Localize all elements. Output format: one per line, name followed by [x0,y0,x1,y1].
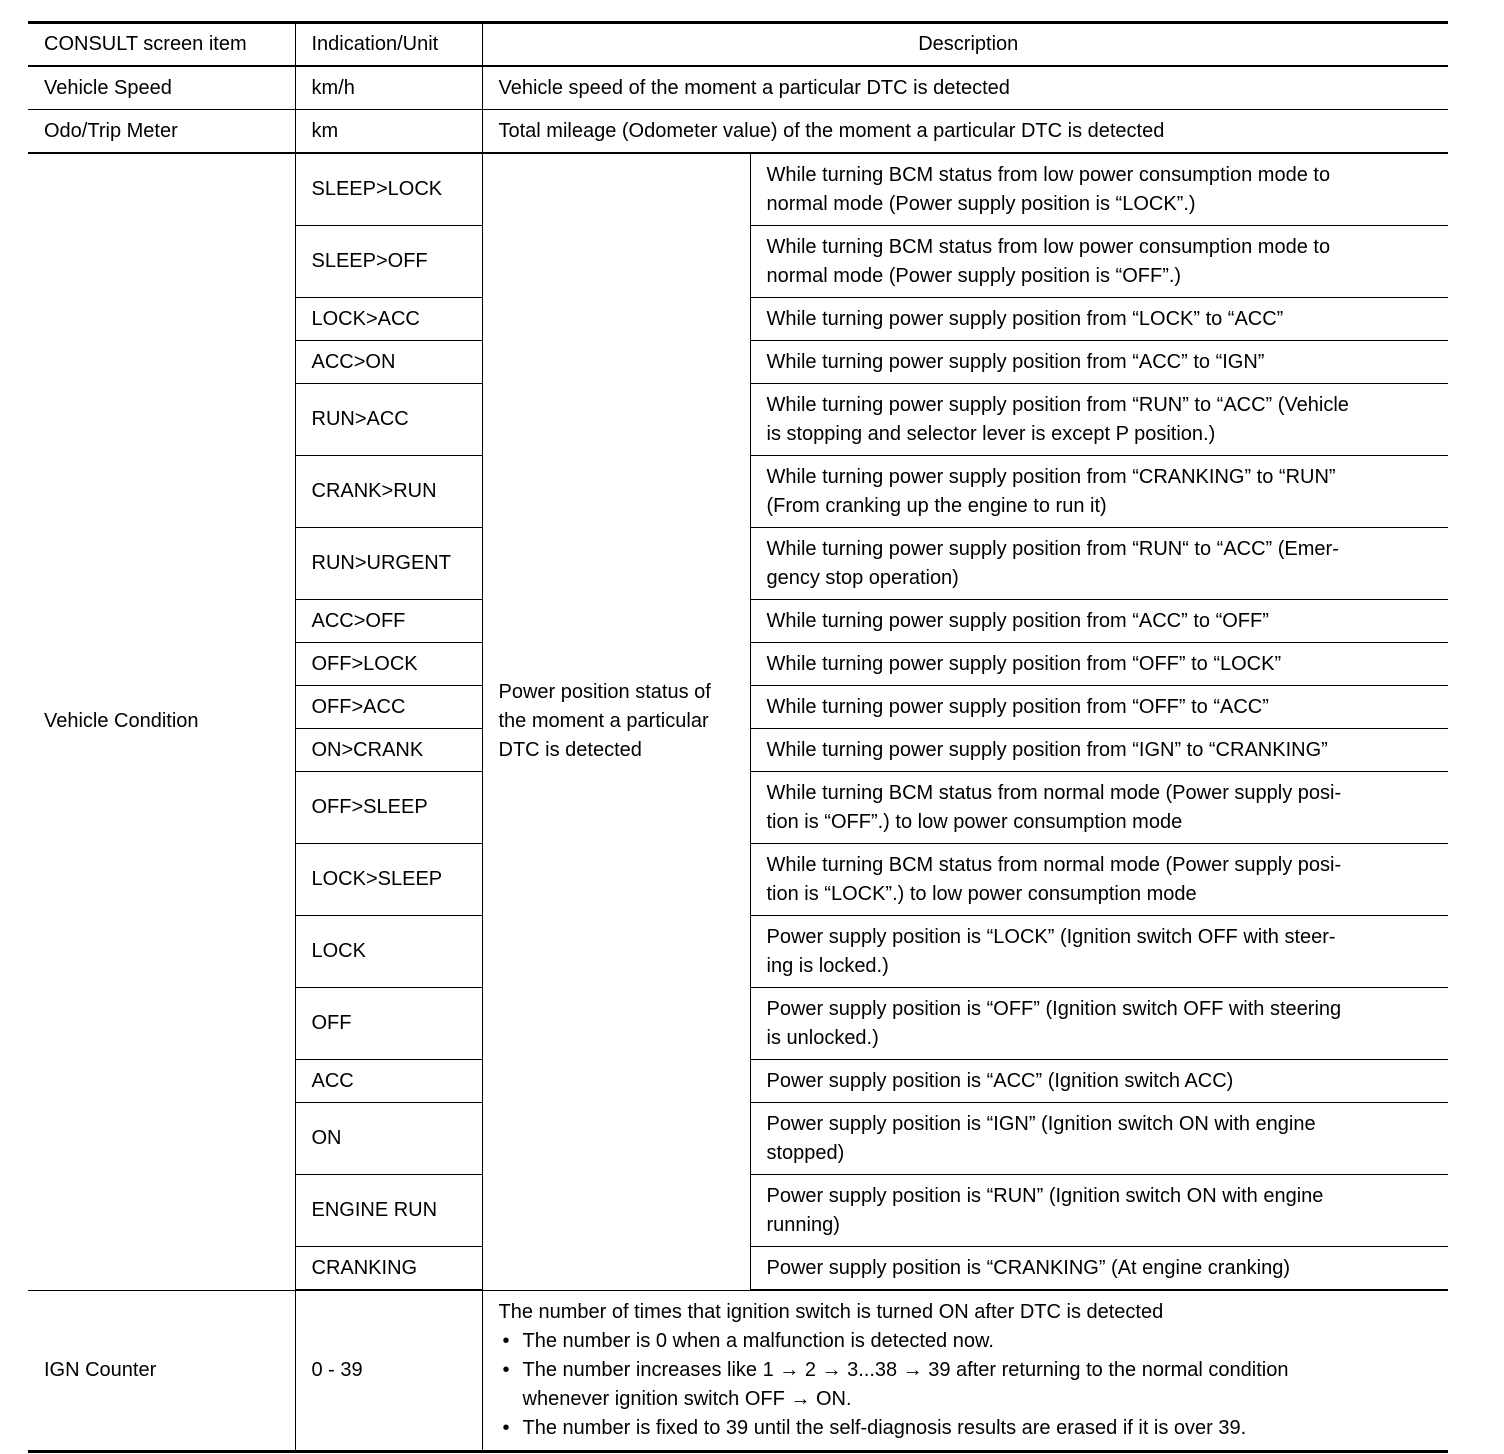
description-cell [482,1290,1448,1452]
unit-cell: ON [295,1103,482,1175]
power-position-summary-cell: Power position status of the moment a particular DTC is detected [482,153,750,1290]
unit-cell: RUN>URGENT [295,528,482,600]
unit-cell: km [295,110,482,154]
description-cell: While turning BCM status from low power consumption mode to normal mode (Power supply position is “LOCK”.) [750,153,1448,226]
unit-cell: OFF [295,988,482,1060]
unit-cell: km/h [295,66,482,110]
description-cell: While turning power supply position from “CRANKING” to “RUN” (From cranking up the engine to run it) [750,456,1448,528]
screen-item-cell: IGN Counter [28,1290,295,1452]
description-cell: While turning power supply position from “OFF” to “LOCK” [750,643,1448,686]
screen-item-cell: Vehicle Speed [28,66,295,110]
description-cell: While turning power supply position from “OFF” to “ACC” [750,686,1448,729]
description-cell: Power supply position is “LOCK” (Ignition switch OFF with steer- ing is locked.) [750,916,1448,988]
description-cell: Power supply position is “OFF” (Ignition switch OFF with steering is unlocked.) [750,988,1448,1060]
description-cell: While turning power supply position from “RUN“ to “ACC” (Emer- gency stop operation) [750,528,1448,600]
unit-cell: RUN>ACC [295,384,482,456]
description-cell: While turning BCM status from low power consumption mode to normal mode (Power supply position is “OFF”.) [750,226,1448,298]
description-cell: Power supply position is “ACC” (Ignition switch ACC) [750,1060,1448,1103]
unit-cell: OFF>LOCK [295,643,482,686]
description-cell: While turning BCM status from normal mode (Power supply posi- tion is “OFF”.) to low power consumption mode [750,772,1448,844]
unit-cell: SLEEP>OFF [295,226,482,298]
unit-cell: CRANKING [295,1247,482,1291]
description-cell: While turning power supply position from “LOCK” to “ACC” [750,298,1448,341]
table-row [28,153,1448,226]
consult-data-table [28,21,1448,1453]
unit-cell: LOCK>SLEEP [295,844,482,916]
description-cell: While turning power supply position from “IGN” to “CRANKING” [750,729,1448,772]
unit-cell: LOCK>ACC [295,298,482,341]
header-consult-screen-item: CONSULT screen item [28,23,295,67]
unit-cell: OFF>ACC [295,686,482,729]
description-cell: While turning BCM status from normal mode (Power supply posi- tion is “LOCK”.) to low power consumption mode [750,844,1448,916]
description-cell: Vehicle speed of the moment a particular DTC is detected [482,66,1448,110]
list-item: • The number is fixed to 39 until the self-diagnosis results are erased if it is over 39. [499,1414,1439,1443]
unit-cell: ON>CRANK [295,729,482,772]
description-cell: While turning power supply position from “RUN” to “ACC” (Vehicle is stopping and selector lever is except P position.) [750,384,1448,456]
description-cell: Power supply position is “RUN” (Ignition switch ON with engine running) [750,1175,1448,1247]
unit-cell: LOCK [295,916,482,988]
unit-cell: CRANK>RUN [295,456,482,528]
unit-cell: ENGINE RUN [295,1175,482,1247]
unit-cell: 0 - 39 [295,1290,482,1452]
ign-counter-intro: The number of times that ignition switch is turned ON after DTC is detected [498,1301,1164,1323]
screen-item-cell: Vehicle Condition [28,153,295,1290]
description-cell: While turning power supply position from “ACC” to “OFF” [750,600,1448,643]
header-description: Description [482,23,1448,67]
table-body [28,66,1448,1452]
ign-counter-bullet-list [499,1327,1439,1443]
description-cell: Power supply position is “IGN” (Ignition switch ON with engine stopped) [750,1103,1448,1175]
list-item: • The number increases like 1 → 2 → 3...38 → 39 after returning to the normal condition whenever ignition switch OFF → ON. [499,1356,1439,1414]
unit-cell: ACC [295,1060,482,1103]
table-row [28,1290,1448,1452]
table-row [28,66,1448,110]
table-header-row [28,23,1448,67]
unit-cell: ACC>OFF [295,600,482,643]
unit-cell: SLEEP>LOCK [295,153,482,226]
unit-cell: OFF>SLEEP [295,772,482,844]
table-row [28,110,1448,154]
header-indication-unit: Indication/Unit [295,23,482,67]
list-item: • The number is 0 when a malfunction is detected now. [499,1327,1439,1356]
description-cell: Power supply position is “CRANKING” (At engine cranking) [750,1247,1448,1291]
unit-cell: ACC>ON [295,341,482,384]
description-cell: While turning power supply position from “ACC” to “IGN” [750,341,1448,384]
description-cell: Total mileage (Odometer value) of the moment a particular DTC is detected [482,110,1448,154]
screen-item-cell: Odo/Trip Meter [28,110,295,154]
